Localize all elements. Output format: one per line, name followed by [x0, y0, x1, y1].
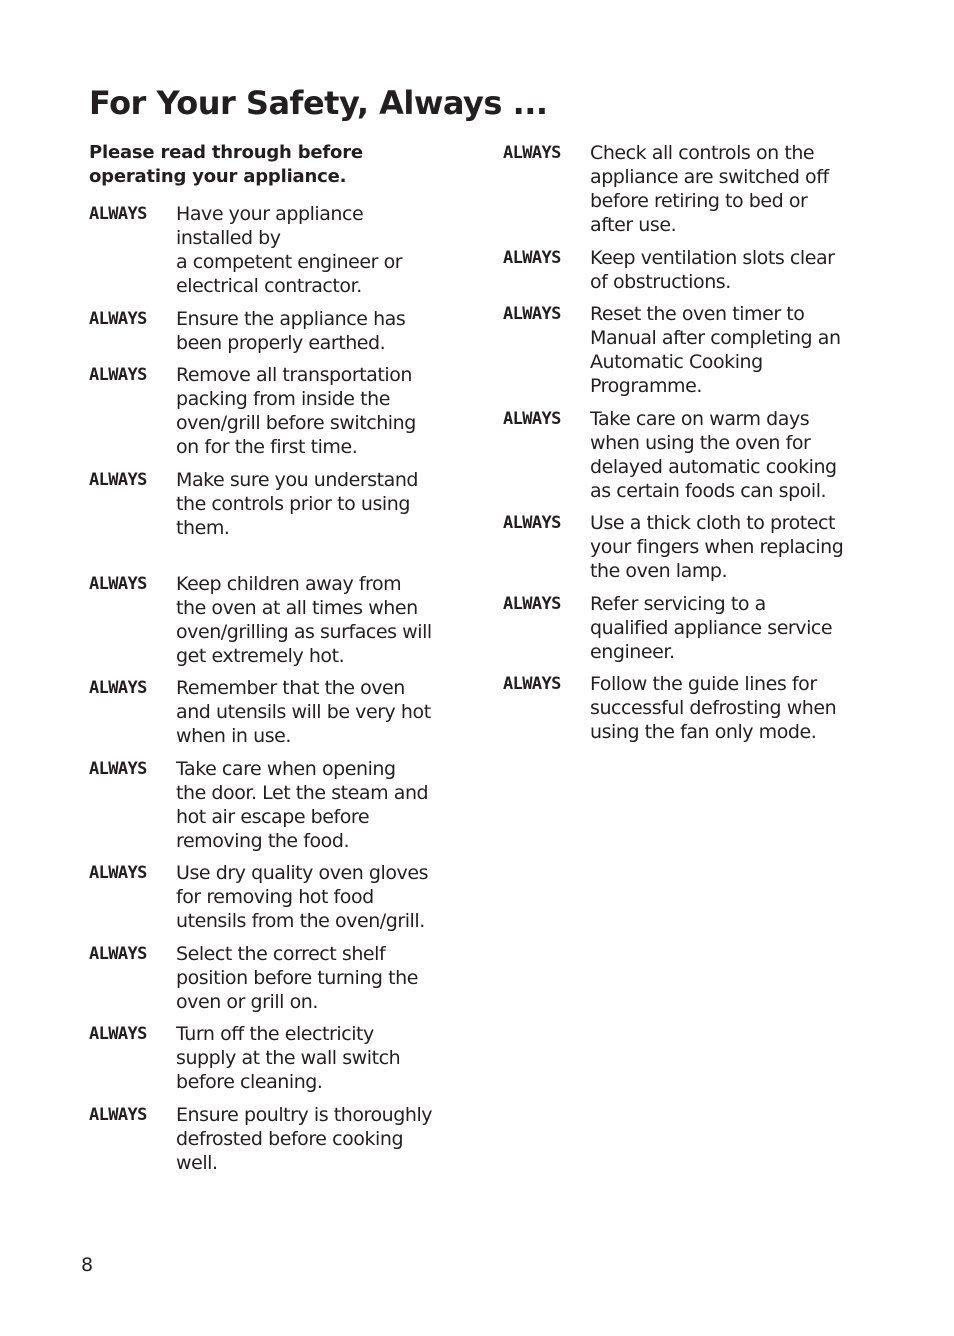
safety-item-text: Make sure you understand the controls prior to using them. — [176, 468, 419, 539]
safety-item — [89, 468, 449, 540]
right-column — [503, 141, 863, 753]
safety-item — [89, 363, 449, 459]
safety-item-text: Keep ventilation slots clear of obstructions. — [590, 246, 835, 293]
safety-item-text: Check all controls on the appliance are switched off before retiring to bed or after use. — [590, 142, 829, 236]
always-keyword: ALWAYS — [89, 943, 147, 964]
safety-item-text: Select the correct shelf position before turning the oven or grill on. — [176, 942, 418, 1013]
always-keyword: ALWAYS — [503, 247, 561, 268]
always-keyword: ALWAYS — [503, 674, 561, 694]
page-number: 8 — [81, 1254, 94, 1276]
always-keyword: ALWAYS — [503, 304, 561, 324]
safety-item — [89, 676, 449, 748]
safety-item — [89, 861, 449, 933]
safety-item-text: Take care on warm days when using the oven for delayed automatic cooking as certain foods can spoil. — [590, 407, 837, 502]
left-column — [89, 141, 449, 1183]
safety-item-text: Turn off the electricity supply at the wall switch before cleaning. — [176, 1023, 401, 1093]
page-title: For Your Safety, Always ... — [89, 84, 548, 122]
safety-item — [503, 246, 863, 294]
always-keyword: ALWAYS — [503, 408, 561, 429]
safety-item-text: Use dry quality oven gloves for removing hot food utensils from the oven/grill. — [176, 862, 429, 932]
safety-item — [89, 202, 449, 298]
safety-item — [503, 672, 863, 744]
safety-item-text: Use a thick cloth to protect your fingers when replacing the oven lamp. — [590, 512, 844, 582]
safety-item — [503, 141, 863, 237]
safety-item — [89, 757, 449, 853]
always-keyword: ALWAYS — [89, 758, 147, 779]
safety-item — [89, 307, 449, 355]
safety-item — [89, 1022, 449, 1094]
intro-text: Please read through before operating your appliance. — [89, 142, 363, 187]
always-keyword: ALWAYS — [89, 308, 147, 329]
safety-item-text: Have your appliance installed by a competent engineer or electrical contractor. — [176, 203, 403, 297]
safety-item-text: Follow the guide lines for successful defrosting when using the fan only mode. — [590, 673, 837, 743]
safety-item-text: Remove all transportation packing from inside the oven/grill before switching on for the first time. — [176, 364, 416, 458]
always-keyword: ALWAYS — [503, 513, 561, 533]
always-keyword: ALWAYS — [89, 573, 147, 594]
safety-item — [89, 942, 449, 1014]
safety-item — [503, 592, 863, 664]
safety-item-text: Ensure poultry is thoroughly defrosted before cooking well. — [176, 1103, 433, 1174]
always-keyword: ALWAYS — [89, 863, 147, 883]
always-keyword: ALWAYS — [503, 593, 561, 614]
always-keyword: ALWAYS — [89, 469, 147, 490]
always-keyword: ALWAYS — [89, 365, 147, 385]
safety-item-text: Keep children away from the oven at all times when oven/grilling as surfaces will get extremely hot. — [176, 572, 432, 667]
always-keyword: ALWAYS — [89, 678, 147, 698]
safety-item-text: Remember that the oven and utensils will be very hot when in use. — [176, 677, 431, 747]
safety-item-text: Ensure the appliance has been properly earthed. — [176, 307, 406, 354]
always-keyword: ALWAYS — [89, 204, 147, 224]
safety-item-text: Take care when opening the door. Let the steam and hot air escape before removing the food. — [176, 757, 429, 852]
safety-item-text: Reset the oven timer to Manual after completing an Automatic Cooking Programme. — [590, 303, 841, 397]
safety-item — [503, 407, 863, 503]
safety-item — [503, 302, 863, 398]
safety-item — [503, 511, 863, 583]
always-keyword: ALWAYS — [89, 1024, 147, 1044]
always-keyword: ALWAYS — [89, 1104, 147, 1125]
safety-item — [89, 1103, 449, 1175]
safety-item — [89, 572, 449, 668]
always-keyword: ALWAYS — [503, 143, 561, 163]
safety-item-text: Refer servicing to a qualified appliance service engineer. — [590, 592, 833, 663]
